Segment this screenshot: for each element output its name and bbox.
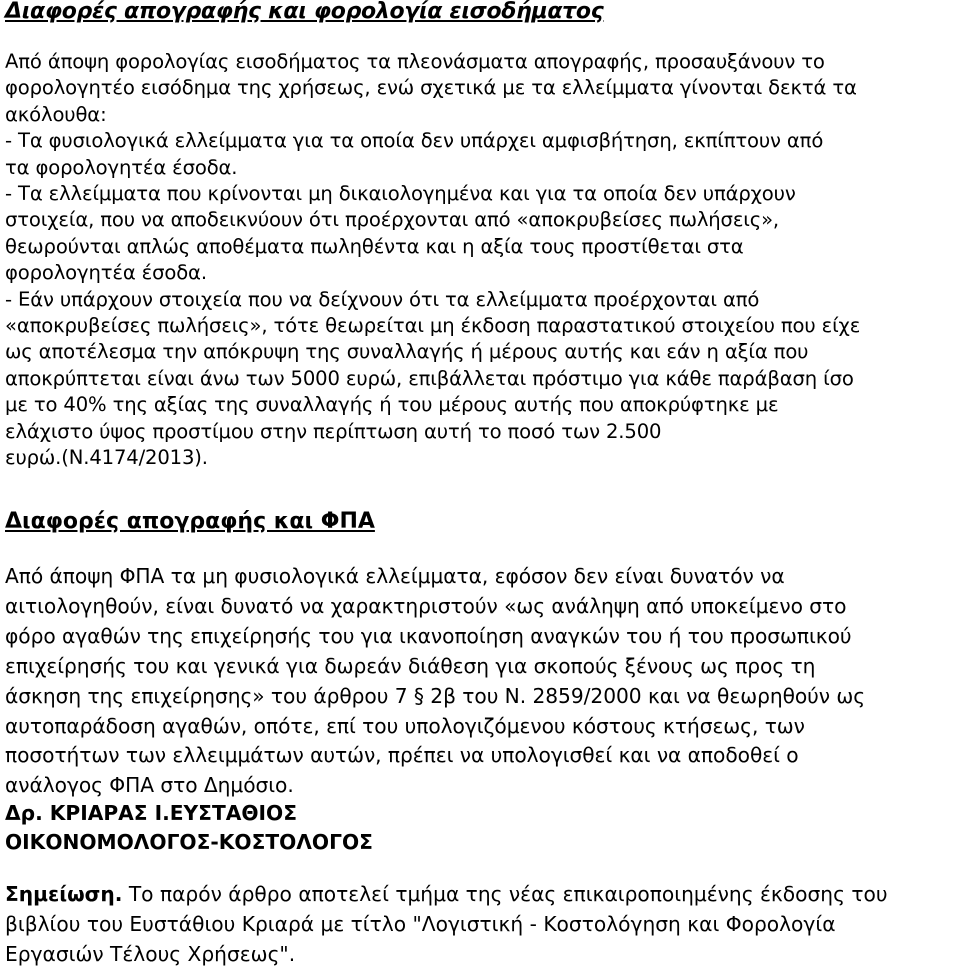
paragraph-line: επιχείρησής του και γενικά για δωρεάν διάθεση για σκοπούς ξένους ως προς τη	[5, 653, 816, 678]
note-line: βιβλίου του Ευστάθιου Κριαρά με τίτλο "Λογιστική - Κοστολόγηση και Φορολογία	[5, 911, 836, 936]
paragraph-line: «αποκρυβείσες πωλήσεις», τότε θεωρείται μη έκδοση παραστατικού στοιχείου που είχε	[5, 314, 861, 338]
note-line: Εργασιών Τέλους Χρήσεως".	[5, 941, 296, 966]
paragraph-line: άσκηση της επιχείρησης» του άρθρου 7 § 2β του Ν. 2859/2000 και να θεωρηθούν ως	[5, 683, 866, 708]
section-body-inventory-vat	[5, 562, 955, 801]
paragraph-line: ακόλουθα:	[5, 102, 107, 126]
paragraph-line: - Τα ελλείμματα που κρίνονται μη δικαιολογημένα και για τα οποία δεν υπάρχουν	[5, 182, 796, 206]
note-paragraph	[5, 880, 955, 969]
paragraph-line: φόρο αγαθών της επιχείρησής του για ικανοποίηση αναγκών του ή του προσωπικού	[5, 623, 852, 648]
note-line	[5, 880, 955, 910]
author-signature	[5, 799, 373, 857]
paragraph-line: αυτοπαράδοση αγαθών, οπότε, επί του υπολογιζόμενου κόστους κτήσεως, των	[5, 713, 805, 738]
section-heading-inventory-vat: Διαφορές απογραφής και ΦΠΑ	[5, 509, 375, 534]
section-body-inventory-income-tax	[5, 49, 955, 472]
paragraph-line: ποσοτήτων των ελλειμμάτων αυτών, πρέπει να υπολογισθεί και να αποδοθεί ο	[5, 743, 799, 768]
paragraph-line: ευρώ.(Ν.4174/2013).	[5, 446, 208, 470]
paragraph-line: αιτιολογηθούν, είναι δυνατό να χαρακτηριστούν «ως ανάληψη από υποκείμενο στο	[5, 593, 847, 618]
paragraph-line: Από άποψη φορολογίας εισοδήματος τα πλεονάσματα απογραφής, προσαυξάνουν το	[5, 50, 825, 73]
paragraph-line: στοιχεία, που να αποδεικνύουν ότι προέρχονται από «αποκρυβείσες πωλήσεις»,	[5, 208, 780, 232]
paragraph-line: - Τα φυσιολογικά ελλείμματα για τα οποία δεν υπάρχει αμφισβήτηση, εκπίπτουν από	[5, 129, 824, 153]
paragraph-line: φορολογητέα έσοδα.	[5, 261, 207, 285]
paragraph-line: ανάλογος ΦΠΑ στο Δημόσιο.	[5, 773, 294, 798]
section-heading-inventory-income-tax: Διαφορές απογραφής και φορολογία εισοδήματος	[5, 0, 604, 24]
author-name: Δρ. ΚΡΙΑΡΑΣ Ι.ΕΥΣΤΑΘΙΟΣ	[5, 801, 297, 825]
paragraph-line: ως αποτέλεσμα την απόκρυψη της συναλλαγής ή μέρους αυτής και εάν η αξία που	[5, 340, 809, 364]
paragraph-line: Από άποψη ΦΠΑ τα μη φυσιολογικά ελλείμματα, εφόσον δεν είναι δυνατόν να	[5, 564, 785, 588]
note-label: Σημείωση.	[5, 882, 123, 906]
paragraph-line: θεωρούνται απλώς αποθέματα πωληθέντα και η αξία τους προστίθεται στα	[5, 234, 744, 258]
paragraph-line: με το 40% της αξίας της συναλλαγής ή του μέρους αυτής που αποκρύφτηκε με	[5, 393, 779, 417]
paragraph-line: - Εάν υπάρχουν στοιχεία που να δείχνουν ότι τα ελλείμματα προέρχονται από	[5, 287, 760, 311]
paragraph-line: τα φορολογητέα έσοδα.	[5, 155, 238, 179]
note-text: Το παρόν άρθρο αποτελεί τμήμα της νέας επικαιροποιημένης έκδοσης του	[122, 882, 888, 906]
paragraph-line: αποκρύπτεται είναι άνω των 5000 ευρώ, επιβάλλεται πρόστιμο για κάθε παράβαση ίσο	[5, 366, 854, 390]
paragraph-line: ελάχιστο ύψος προστίμου στην περίπτωση αυτή το ποσό των 2.500	[5, 419, 662, 443]
author-profession: ΟΙΚΟΝΟΜΟΛΟΓΟΣ-ΚΟΣΤΟΛΟΓΟΣ	[5, 830, 373, 854]
paragraph-line: φορολογητέο εισόδημα της χρήσεως, ενώ σχετικά με τα ελλείμματα γίνονται δεκτά τα	[5, 76, 857, 100]
